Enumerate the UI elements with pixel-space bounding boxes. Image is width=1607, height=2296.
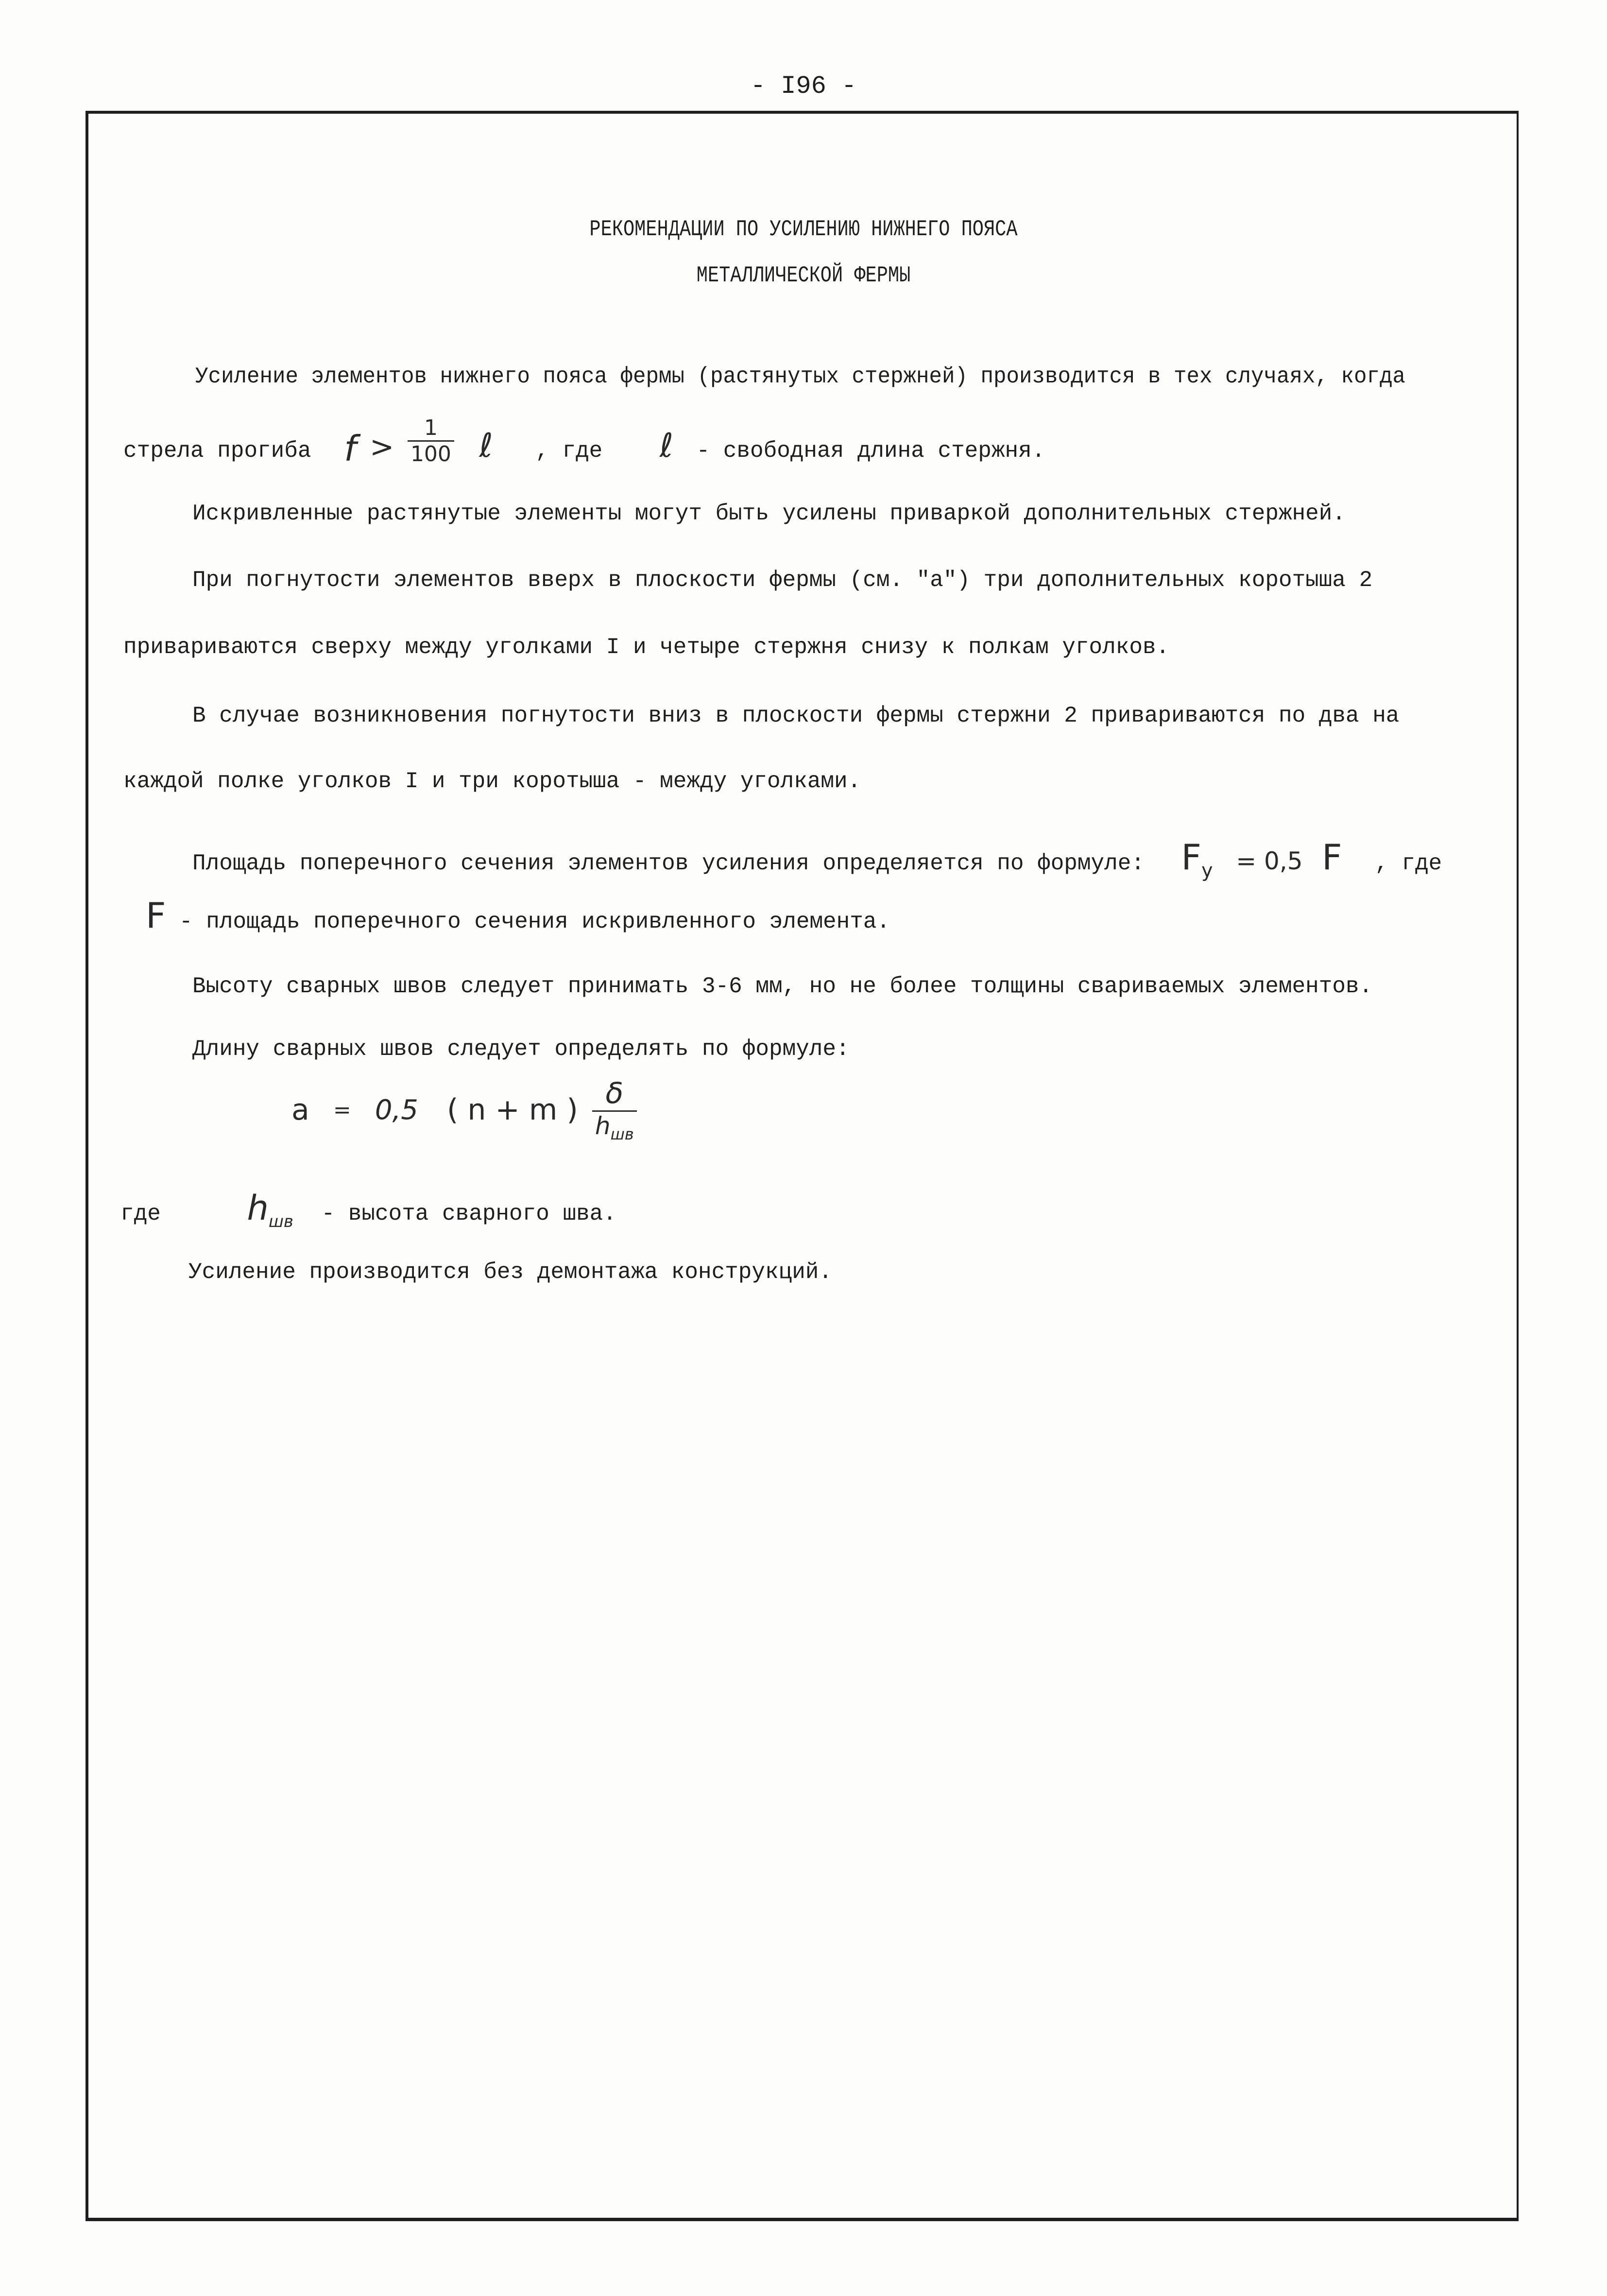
symbol-h: $h_{шв}$ bbox=[247, 1188, 293, 1231]
line-text: - площадь поперечного сечения искривленного элемента. bbox=[179, 909, 890, 934]
where-word: , где bbox=[535, 438, 603, 464]
line-text: стрела прогиба bbox=[123, 438, 311, 464]
paragraph-4-line-1: В случае возникновения погнутости вниз в плоскости фермы стержни 2 привариваются по два на bbox=[192, 703, 1400, 728]
page-number: - I96 - bbox=[750, 72, 857, 101]
paragraph-5-line-2 bbox=[146, 895, 890, 936]
paragraph-1-line-1: Усиление элементов нижнего пояса фермы (растянутых стержней) производится в тех случаях, когда bbox=[195, 364, 1406, 389]
symbol-f-2: F bbox=[1322, 837, 1342, 878]
document-title-line2: МЕТАЛЛИЧЕСКОЙ ФЕРМЫ bbox=[696, 263, 911, 288]
symbol-h-subscript: шв bbox=[268, 1212, 293, 1231]
formula-equals: = bbox=[333, 1097, 351, 1122]
formula-parentheses: ( n + m ) bbox=[446, 1093, 578, 1127]
paragraph-7: Длину сварных швов следует определять по формуле: bbox=[192, 1036, 850, 1062]
symbol-fy-subscript: у bbox=[1201, 859, 1213, 882]
paragraph-2: Искривленные растянутые элементы могут быть усилены приваркой дополнительных стержней. bbox=[192, 501, 1346, 526]
paragraph-5-line-1 bbox=[192, 837, 1442, 881]
where-definition bbox=[120, 1188, 616, 1231]
fraction-denominator: 100 bbox=[410, 442, 451, 467]
formula-numerator: δ bbox=[592, 1076, 637, 1112]
symbol-f-3: F bbox=[146, 895, 166, 936]
document-title-line1: РЕКОМЕНДАЦИИ ПО УСИЛЕНИЮ НИЖНЕГО ПОЯСА bbox=[589, 217, 1018, 242]
formula-a: a bbox=[291, 1093, 309, 1127]
equals-coef: = 0,5 bbox=[1236, 847, 1303, 875]
symbol-l: ℓ bbox=[479, 427, 493, 465]
fraction bbox=[408, 415, 454, 466]
paragraph-8: Усиление производится без демонтажа конструкций. bbox=[188, 1260, 833, 1285]
line-text: - высота сварного шва. bbox=[321, 1201, 616, 1226]
paragraph-3-line-2: привариваются сверху между уголками I и четыре стержня снизу к полкам уголков. bbox=[123, 635, 1170, 660]
paragraph-1-line-2 bbox=[123, 415, 1045, 469]
where-word: где bbox=[120, 1201, 161, 1226]
fraction-numerator: 1 bbox=[408, 415, 454, 442]
symbol-f: f bbox=[344, 428, 357, 469]
paragraph-6: Высоту сварных швов следует принимать 3-6 мм, но не более толщины свариваемых элементов. bbox=[192, 974, 1373, 999]
formula-fraction bbox=[592, 1076, 637, 1143]
symbol-gt: > bbox=[370, 430, 394, 464]
weld-length-formula bbox=[291, 1076, 637, 1143]
paragraph-3-line-1: При погнутости элементов вверх в плоскости фермы (см. "а") три дополнительных коротыша 2 bbox=[192, 568, 1373, 593]
formula-denominator: $h_{шв}$ bbox=[595, 1112, 634, 1143]
symbol-l-2: ℓ bbox=[659, 427, 673, 465]
symbol-fy: $F_у$ bbox=[1181, 837, 1213, 882]
line-text: Площадь поперечного сечения элементов усиления определяется по формуле: bbox=[192, 851, 1145, 876]
paragraph-4-line-2: каждой полке уголков I и три коротыша - между уголками. bbox=[123, 769, 861, 794]
formula-denominator-subscript: шв bbox=[610, 1125, 634, 1143]
where-word: , где bbox=[1375, 851, 1442, 876]
formula-coefficient: 0,5 bbox=[375, 1094, 418, 1126]
line-text: - свободная длина стержня. bbox=[696, 438, 1045, 464]
